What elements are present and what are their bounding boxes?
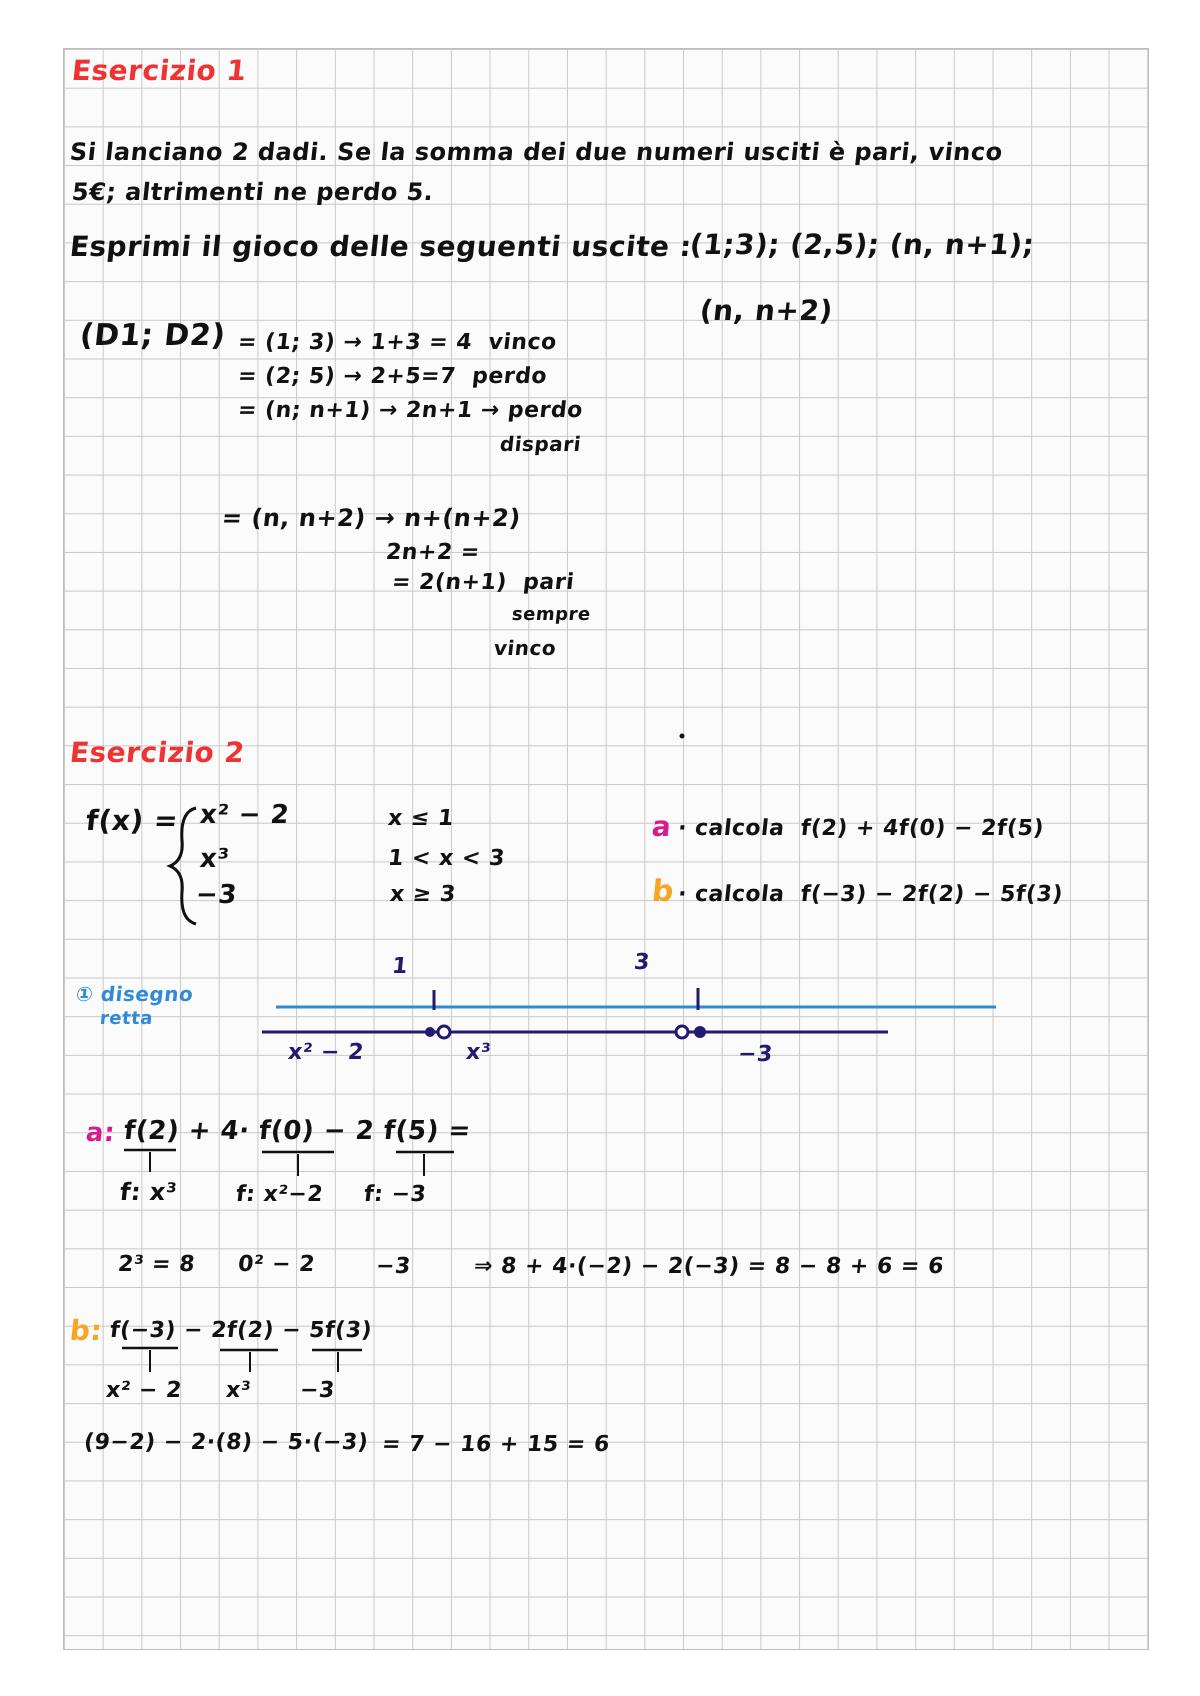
solution-a-val2: 0² − 2	[236, 1252, 317, 1277]
solution-b-result: = 7 − 16 + 15 = 6	[380, 1432, 612, 1457]
solution-a-result: ⇒ 8 + 4·(−2) − 2(−3) = 8 − 8 + 6 = 6	[472, 1254, 946, 1279]
solution-b-label: b:	[68, 1314, 104, 1347]
solution-a-under3: f: −3	[362, 1182, 428, 1207]
case-2-cond: 1 < x < 3	[386, 846, 507, 871]
solution-b-line: (9−2) − 2·(8) − 5·(−3)	[82, 1430, 370, 1455]
case-2-expr: x³	[198, 844, 231, 874]
function-label: f(x) =	[84, 804, 180, 837]
solution-b-under3: −3	[298, 1378, 337, 1403]
solution-b-under2: x³	[224, 1378, 253, 1403]
exercise-2-title: Esercizio 2	[68, 736, 247, 769]
ex1-work-row6-note: sempre	[510, 604, 592, 625]
solution-a-under1: f: x³	[118, 1178, 179, 1206]
task-a-letter: a	[650, 810, 674, 843]
solution-a-label: a:	[84, 1118, 117, 1148]
task-b-text: · calcola f(−3) − 2f(2) − 5f(3)	[676, 882, 1065, 907]
tick-label-1: 1	[390, 954, 410, 979]
exercise-1-title: Esercizio 1	[70, 54, 249, 87]
dice-pair-label: (D1; D2)	[78, 318, 228, 353]
ex1-outcomes-line2: (n, n+2)	[698, 294, 835, 327]
ex1-work-row5: 2n+2 =	[384, 540, 482, 565]
case-3-cond: x ≥ 3	[388, 882, 458, 907]
ex1-task: Esprimi il gioco delle seguenti uscite :	[68, 230, 694, 263]
solution-a-val3: −3	[374, 1254, 413, 1279]
ex1-work-row4: = (n, n+2) → n+(n+2)	[220, 504, 523, 532]
ex1-work-row2: = (2; 5) → 2+5=7 perdo	[236, 364, 549, 389]
solution-b-expr: f(−3) − 2f(2) − 5f(3)	[108, 1318, 374, 1343]
case-3-expr: −3	[194, 880, 239, 910]
ex1-statement-line1: Si lanciano 2 dadi. Se la somma dei due numeri usciti è pari, vinco	[68, 138, 1005, 166]
ex1-work-row6: = 2(n+1) pari	[390, 570, 576, 595]
diagram-note-line1: ① disegno	[74, 982, 195, 1006]
case-1-cond: x ≤ 1	[386, 806, 456, 831]
segment-label-right: −3	[736, 1042, 775, 1067]
task-b-letter: b	[650, 874, 676, 909]
ex1-work-row6-result: vinco	[492, 636, 558, 660]
ex1-work-row3: = (n; n+1) → 2n+1 → perdo	[236, 398, 585, 423]
diagram-note-line2: retta	[98, 1008, 155, 1029]
solution-a-expr: f(2) + 4· f(0) − 2 f(5) =	[122, 1116, 473, 1146]
solution-a-under2: f: x²−2	[234, 1182, 325, 1207]
ex1-outcomes-line1: (1;3); (2,5); (n, n+1);	[688, 228, 1037, 261]
ex1-statement-line2: 5€; altrimenti ne perdo 5.	[70, 178, 436, 206]
tick-label-3: 3	[632, 950, 652, 975]
solution-b-under1: x² − 2	[104, 1378, 184, 1403]
segment-label-left: x² − 2	[286, 1040, 366, 1065]
ex1-work-row3-note: dispari	[498, 432, 583, 456]
solution-a-val1: 2³ = 8	[116, 1252, 197, 1277]
task-a-text: · calcola f(2) + 4f(0) − 2f(5)	[676, 816, 1046, 841]
case-1-expr: x² − 2	[198, 800, 291, 830]
segment-label-middle: x³	[464, 1040, 493, 1065]
ex1-work-row1: = (1; 3) → 1+3 = 4 vinco	[236, 330, 558, 355]
